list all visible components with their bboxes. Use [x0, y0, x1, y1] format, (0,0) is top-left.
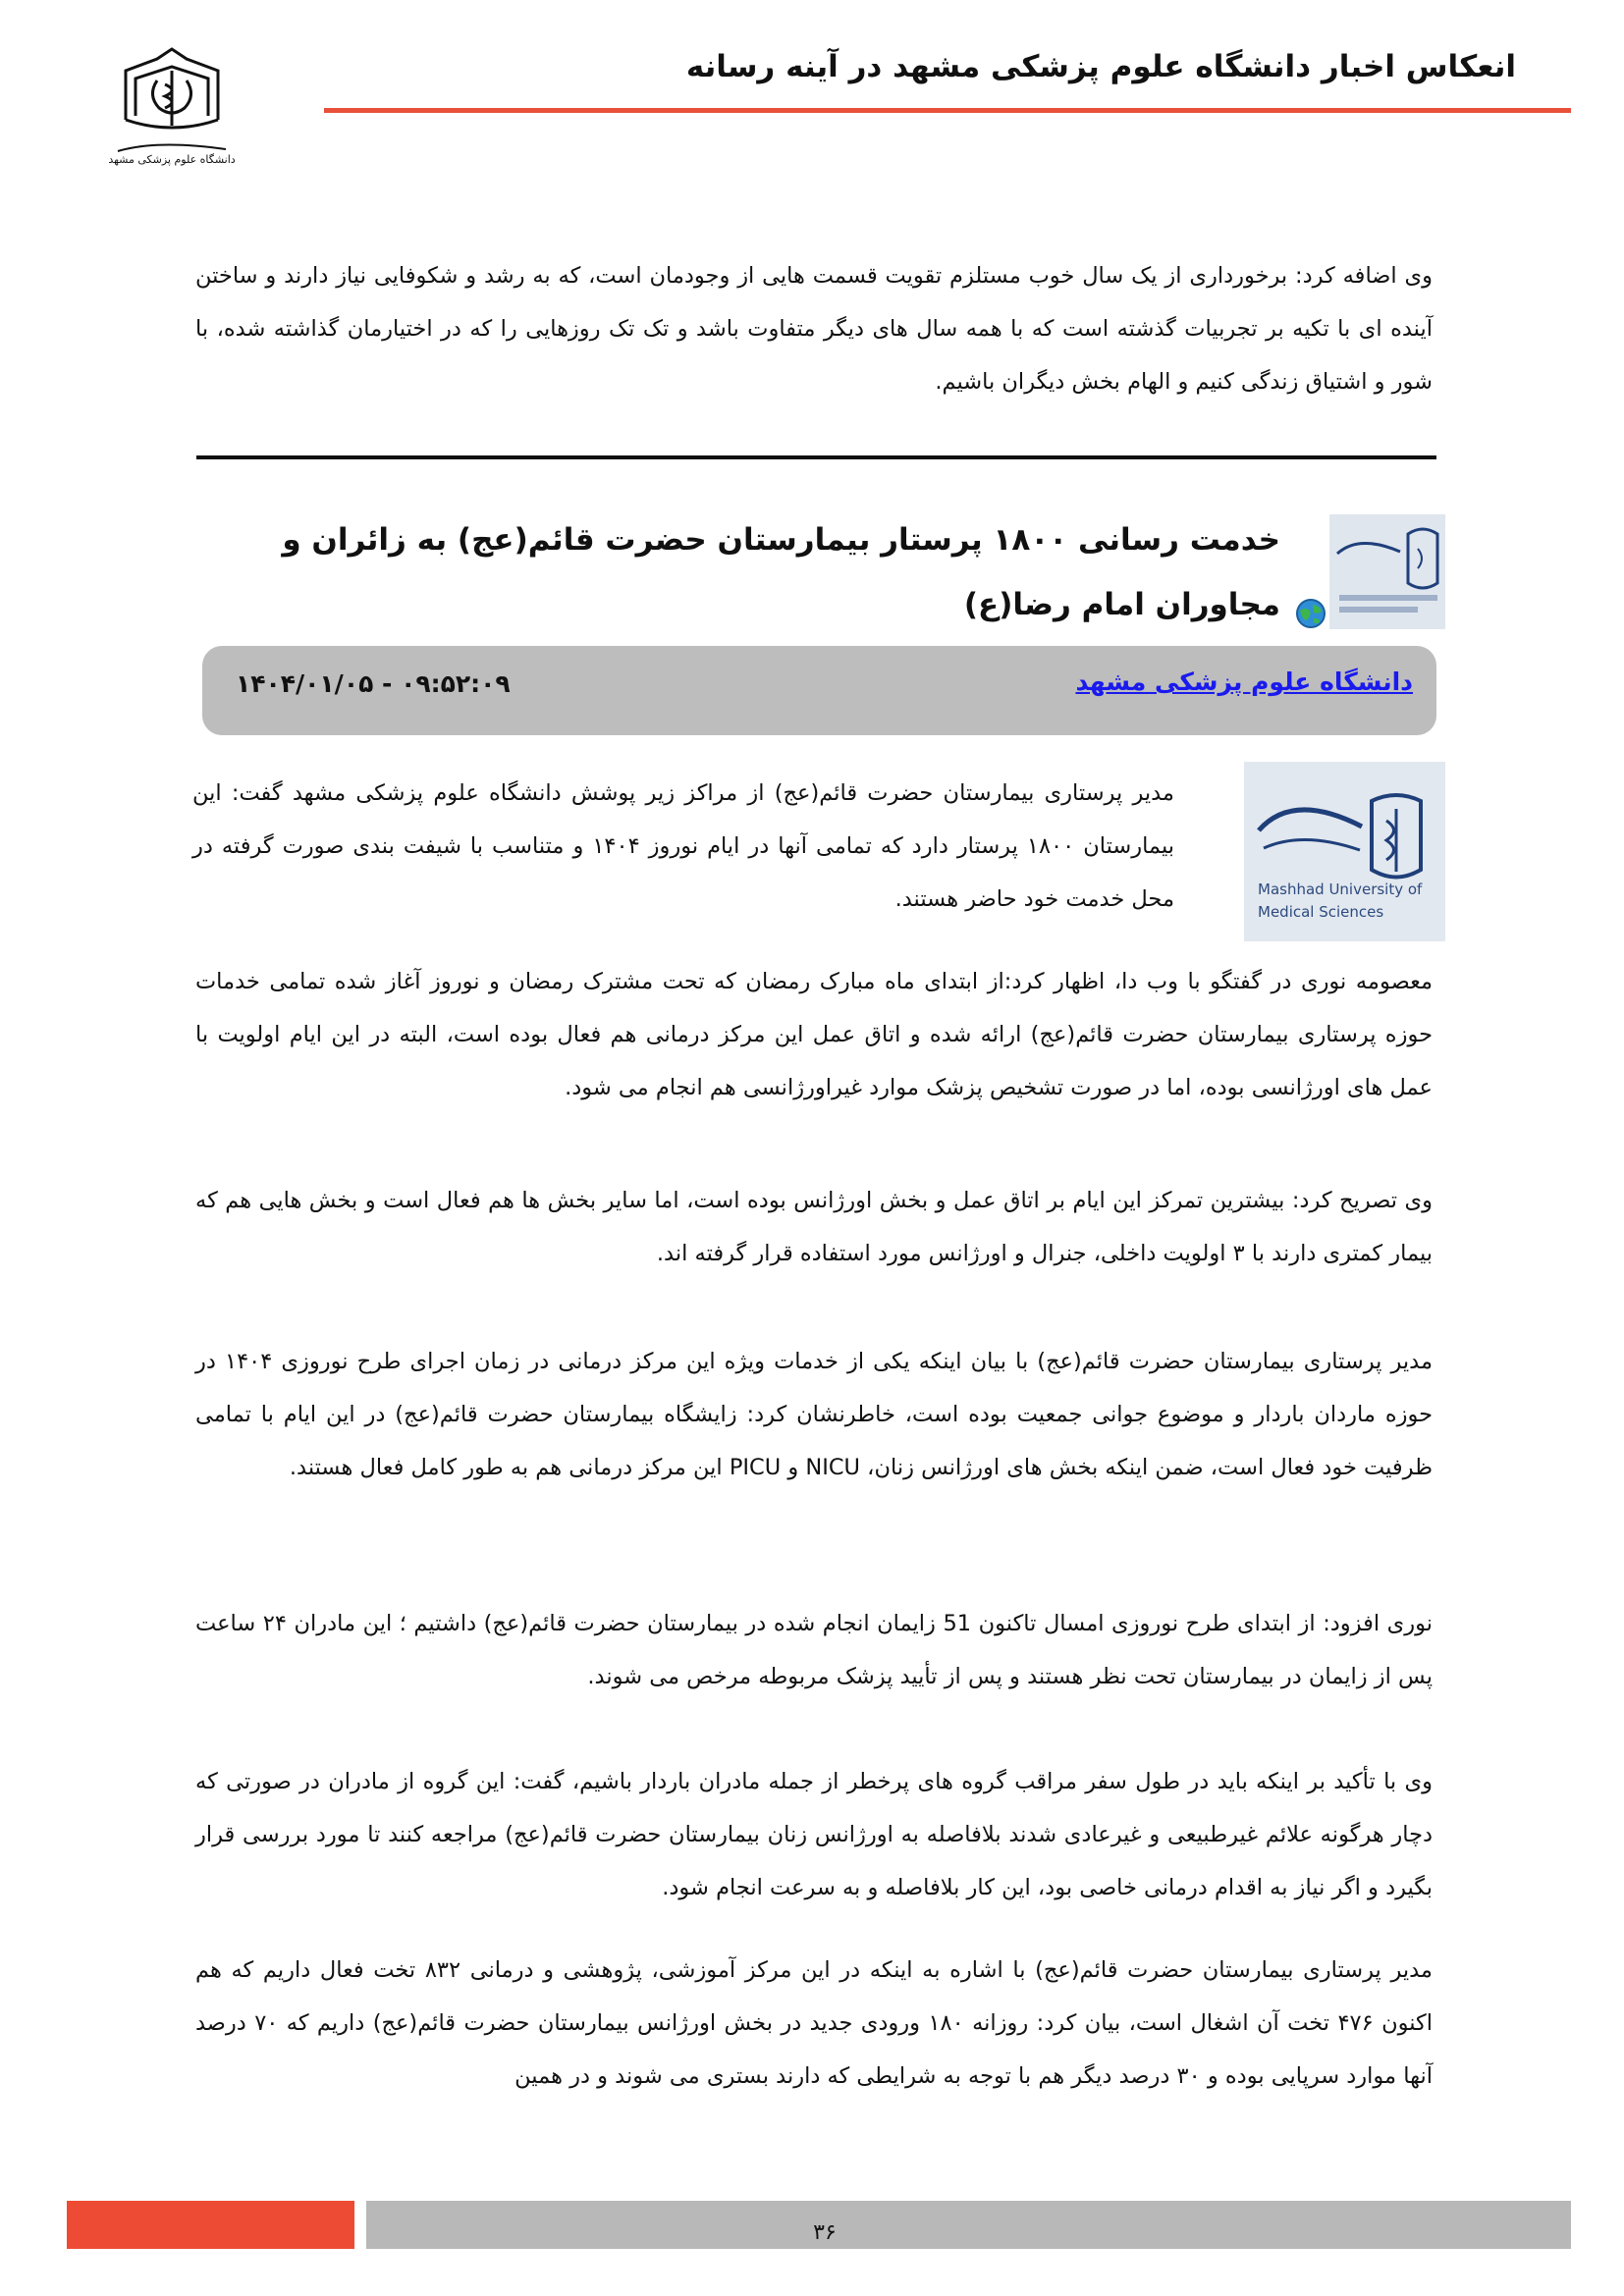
article-image-university-logo: [1244, 762, 1445, 941]
page-header-title: انعکاس اخبار دانشگاه علوم پزشکی مشهد در آینه رسانه: [685, 49, 1516, 84]
article-paragraph: مدیر پرستاری بیمارستان حضرت قائم(عج) از مراکز زیر پوشش دانشگاه علوم پزشکی مشهد گفت: این بیمارستان ۱۸۰۰ پرستار دارد که تمامی آنها در ایام نوروز ۱۴۰۴ و متناسب با شیفت بندی صورت گرفته در محل خدمت خود حاضر هستند.: [192, 780, 1174, 912]
intro-paragraph: وی اضافه کرد: برخورداری از یک سال خوب مستلزم تقویت قسمت هایی از وجودمان است، که به رشد و شکوفایی نیاز دارند و ساختن آینده ای با تکیه بر تجربیات گذشته است که با همه سال های دیگر متفاوت باشد و تک تک روزهایی را که در اختیارمان گذاشته شده، با شور و اشتیاق زندگی کنیم و الهام بخش دیگران باشیم.: [195, 263, 1433, 395]
university-logo-icon: [98, 41, 245, 169]
news-source-link[interactable]: دانشگاه علوم پزشکی مشهد: [1075, 667, 1413, 696]
article-paragraph: نوری افزود: از ابتدای طرح نوروزی امسال تاکنون 51 زایمان انجام شده در بیمارستان حضرت قائم(عج) داشتیم ؛ این مادران ۲۴ ساعت پس از زایمان در بیمارستان تحت نظر هستند و پس از تأیید پزشک مربوطه مرخص می شوند.: [195, 1611, 1433, 1689]
svg-text:Medical Sciences: Medical Sciences: [1258, 903, 1384, 921]
footer-red-bar: [67, 2201, 354, 2249]
news-headline: خدمت رسانی ۱۸۰۰ پرستار بیمارستان حضرت قائم(عج) به زائران و مجاوران امام رضا(ع): [282, 522, 1280, 622]
article-paragraph: مدیر پرستاری بیمارستان حضرت قائم(عج) با بیان اینکه یکی از خدمات ویژه این مرکز درمانی در زمان اجرای طرح نوروزی ۱۴۰۴ در حوزه ماردان باردار و موضوع جوانی جمعیت بوده است، خاطرنشان کرد: زایشگاه بیمارستان حضرت قائم(عج) در این ایام با تمامی ظرفیت خود فعال است، ضمن اینکه بخش های اورژانس زنان، NICU و PICU این مرکز درمانی هم به طور کامل فعال هستند.: [195, 1349, 1433, 1480]
article-paragraph: وی با تأکید بر اینکه باید در طول سفر مراقب گروه های پرخطر از جمله مادران باردار باشیم، گفت: این گروه از مادران در صورتی که دچار هرگونه علائم غیرطبیعی و غیرعادی شدند بلافاصله به اورژانس زنان بیمارستان حضرت قائم(عج) مراجعه کنند تا مورد بررسی قرار بگیرد و اگر نیاز به اقدام درمانی خاصی بود، این کار بلافاصله و به سرعت انجام شود.: [195, 1769, 1433, 1900]
article-paragraph: مدیر پرستاری بیمارستان حضرت قائم(عج) با اشاره به اینکه در این مرکز آموزشی، پژوهشی و درمانی ۸۳۲ تخت فعال داریم که هم اکنون ۴۷۶ تخت آن اشغال است، بیان کرد: روزانه ۱۸۰ ورودی جدید در بخش اورژانس بیمارستان حضرت قائم(عج) داریم که ۷۰ درصد آنها موارد سرپایی بوده و ۳۰ درصد دیگر هم با توجه به شرایطی که دارند بستری می شوند و در همین: [195, 1957, 1434, 2089]
globe-icon: [1294, 597, 1327, 630]
article-paragraph: معصومه نوری در گفتگو با وب دا، اظهار کرد:از ابتدای ماه مبارک رمضان که تحت مشترک رمضان و نوروز آغاز شده تمامی خدمات حوزه پرستاری بیمارستان حضرت قائم(عج) ارائه شده و اتاق عمل این مرکز درمانی هم فعال بوده است، البته در این ایام اولویت با عمل های اورژانسی بوده، اما در صورت تشخیص پزشک موارد غیراورژانسی هم انجام می شود.: [195, 969, 1433, 1100]
logo-caption: دانشگاه علوم پزشکی مشهد: [108, 153, 236, 166]
news-source-logo-icon: [1329, 514, 1445, 629]
header-divider: [324, 108, 1571, 113]
svg-text:Mashhad University of: Mashhad University of: [1258, 881, 1423, 898]
news-datetime: ۱۴۰۴/۰۱/۰۵ - ۰۹:۵۲:۰۹: [236, 669, 511, 698]
footer-gray-bar: [366, 2201, 1571, 2249]
article-paragraph: وی تصریح کرد: بیشترین تمرکز این ایام بر اتاق عمل و بخش اورژانس بوده است، اما سایر بخش ها هم فعال است و بخش هایی هم که بیمار کمتری دارند با ۳ اولویت داخلی، جنرال و اورژانس مورد استفاده قرار گرفته اند.: [195, 1188, 1433, 1266]
section-separator: [196, 455, 1436, 459]
page-number: ۳۶: [813, 2220, 837, 2245]
